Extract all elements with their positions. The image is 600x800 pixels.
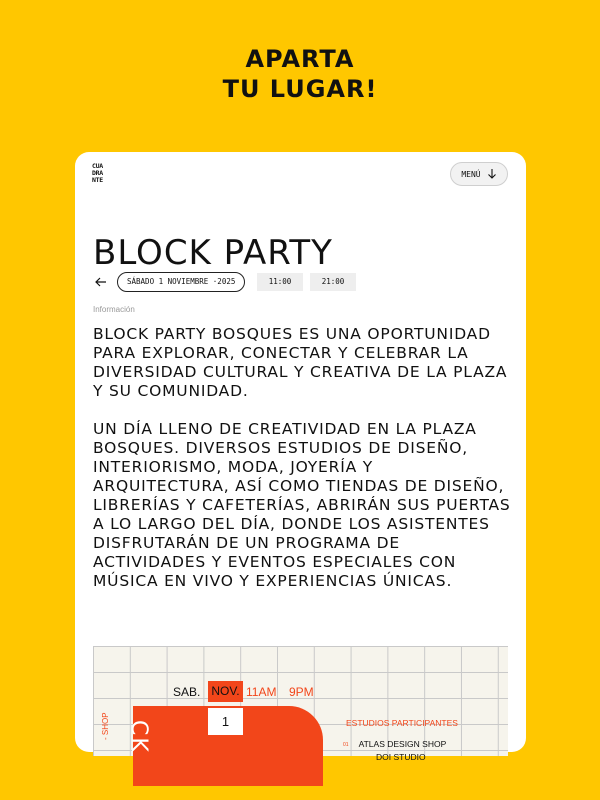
description-paragraph-1: BLOCK PARTY BOSQUES ES UNA OPORTUNIDAD PARA EXPLORAR, CONECTAR Y CELEBRAR LA DIVERSIDAD CULTURAL Y CREATIVA DE LA PLAZA Y SU COMUNIDAD. [93, 325, 508, 400]
poster-studio-number: 01 [343, 741, 349, 748]
event-description [93, 325, 513, 610]
headline-line-2: TU LUGAR! [222, 75, 378, 103]
event-date: SÁBADO 1 NOVIEMBRE ·2025 [117, 272, 245, 292]
event-title: BLOCK PARTY [93, 232, 333, 273]
brand-logo[interactable] [92, 163, 118, 184]
poster-month: NOV. [208, 681, 243, 702]
poster-studio-name: ATLAS DESIGN SHOP [358, 739, 447, 749]
poster-end-time: 9PM [289, 685, 314, 699]
event-end-time: 21:00 [310, 273, 356, 291]
menu-label: MENÚ [461, 169, 481, 179]
event-card [75, 152, 526, 762]
headline-line-1: APARTA [245, 45, 355, 73]
poster-studios-heading: ESTUDIOS PARTICIPANTES [346, 718, 458, 728]
info-label: Información [93, 305, 135, 314]
arrow-down-icon [487, 168, 497, 180]
menu-button[interactable] [450, 162, 508, 186]
poster-start-time: 11AM [246, 685, 277, 699]
promo-headline [0, 44, 600, 104]
poster-day-name: SAB. [173, 685, 201, 699]
arrow-left-icon[interactable] [94, 275, 108, 289]
logo-line-1: CUA [92, 162, 103, 170]
poster-studio-item [343, 739, 446, 749]
event-start-time: 11:00 [257, 273, 303, 291]
poster-vertical-title: CK [126, 720, 151, 754]
description-paragraph-2: UN DÍA LLENO DE CREATIVIDAD EN LA PLAZA BOSQUES. DIVERSOS ESTUDIOS DE DISEÑO, INTERIORISMO, MODA, JOYERÍA Y ARQUITECTURA, ASÍ COMO TIENDAS DE DISEÑO, LIBRERÍAS Y CAFETERÍAS, ABRIRÁN SUS PUERTAS A LO LARGO DEL DÍA, DONDE LOS ASISTENTES DISFRUTARÁN DE UN PROGRAMA DE ACTIVIDADES Y EVENTOS ESPECIALES CON MÚSICA EN VIVO Y EXPERIENCIAS ÚNICAS. [93, 420, 511, 590]
event-poster [93, 646, 508, 762]
poster-studio-item-2: DOI STUDIO [376, 752, 426, 762]
poster-side-text: - SHOP [101, 712, 110, 740]
logo-line-3: NTE [92, 176, 103, 184]
poster-day-number: 1 [208, 708, 243, 735]
logo-line-2: DRA [92, 169, 103, 177]
